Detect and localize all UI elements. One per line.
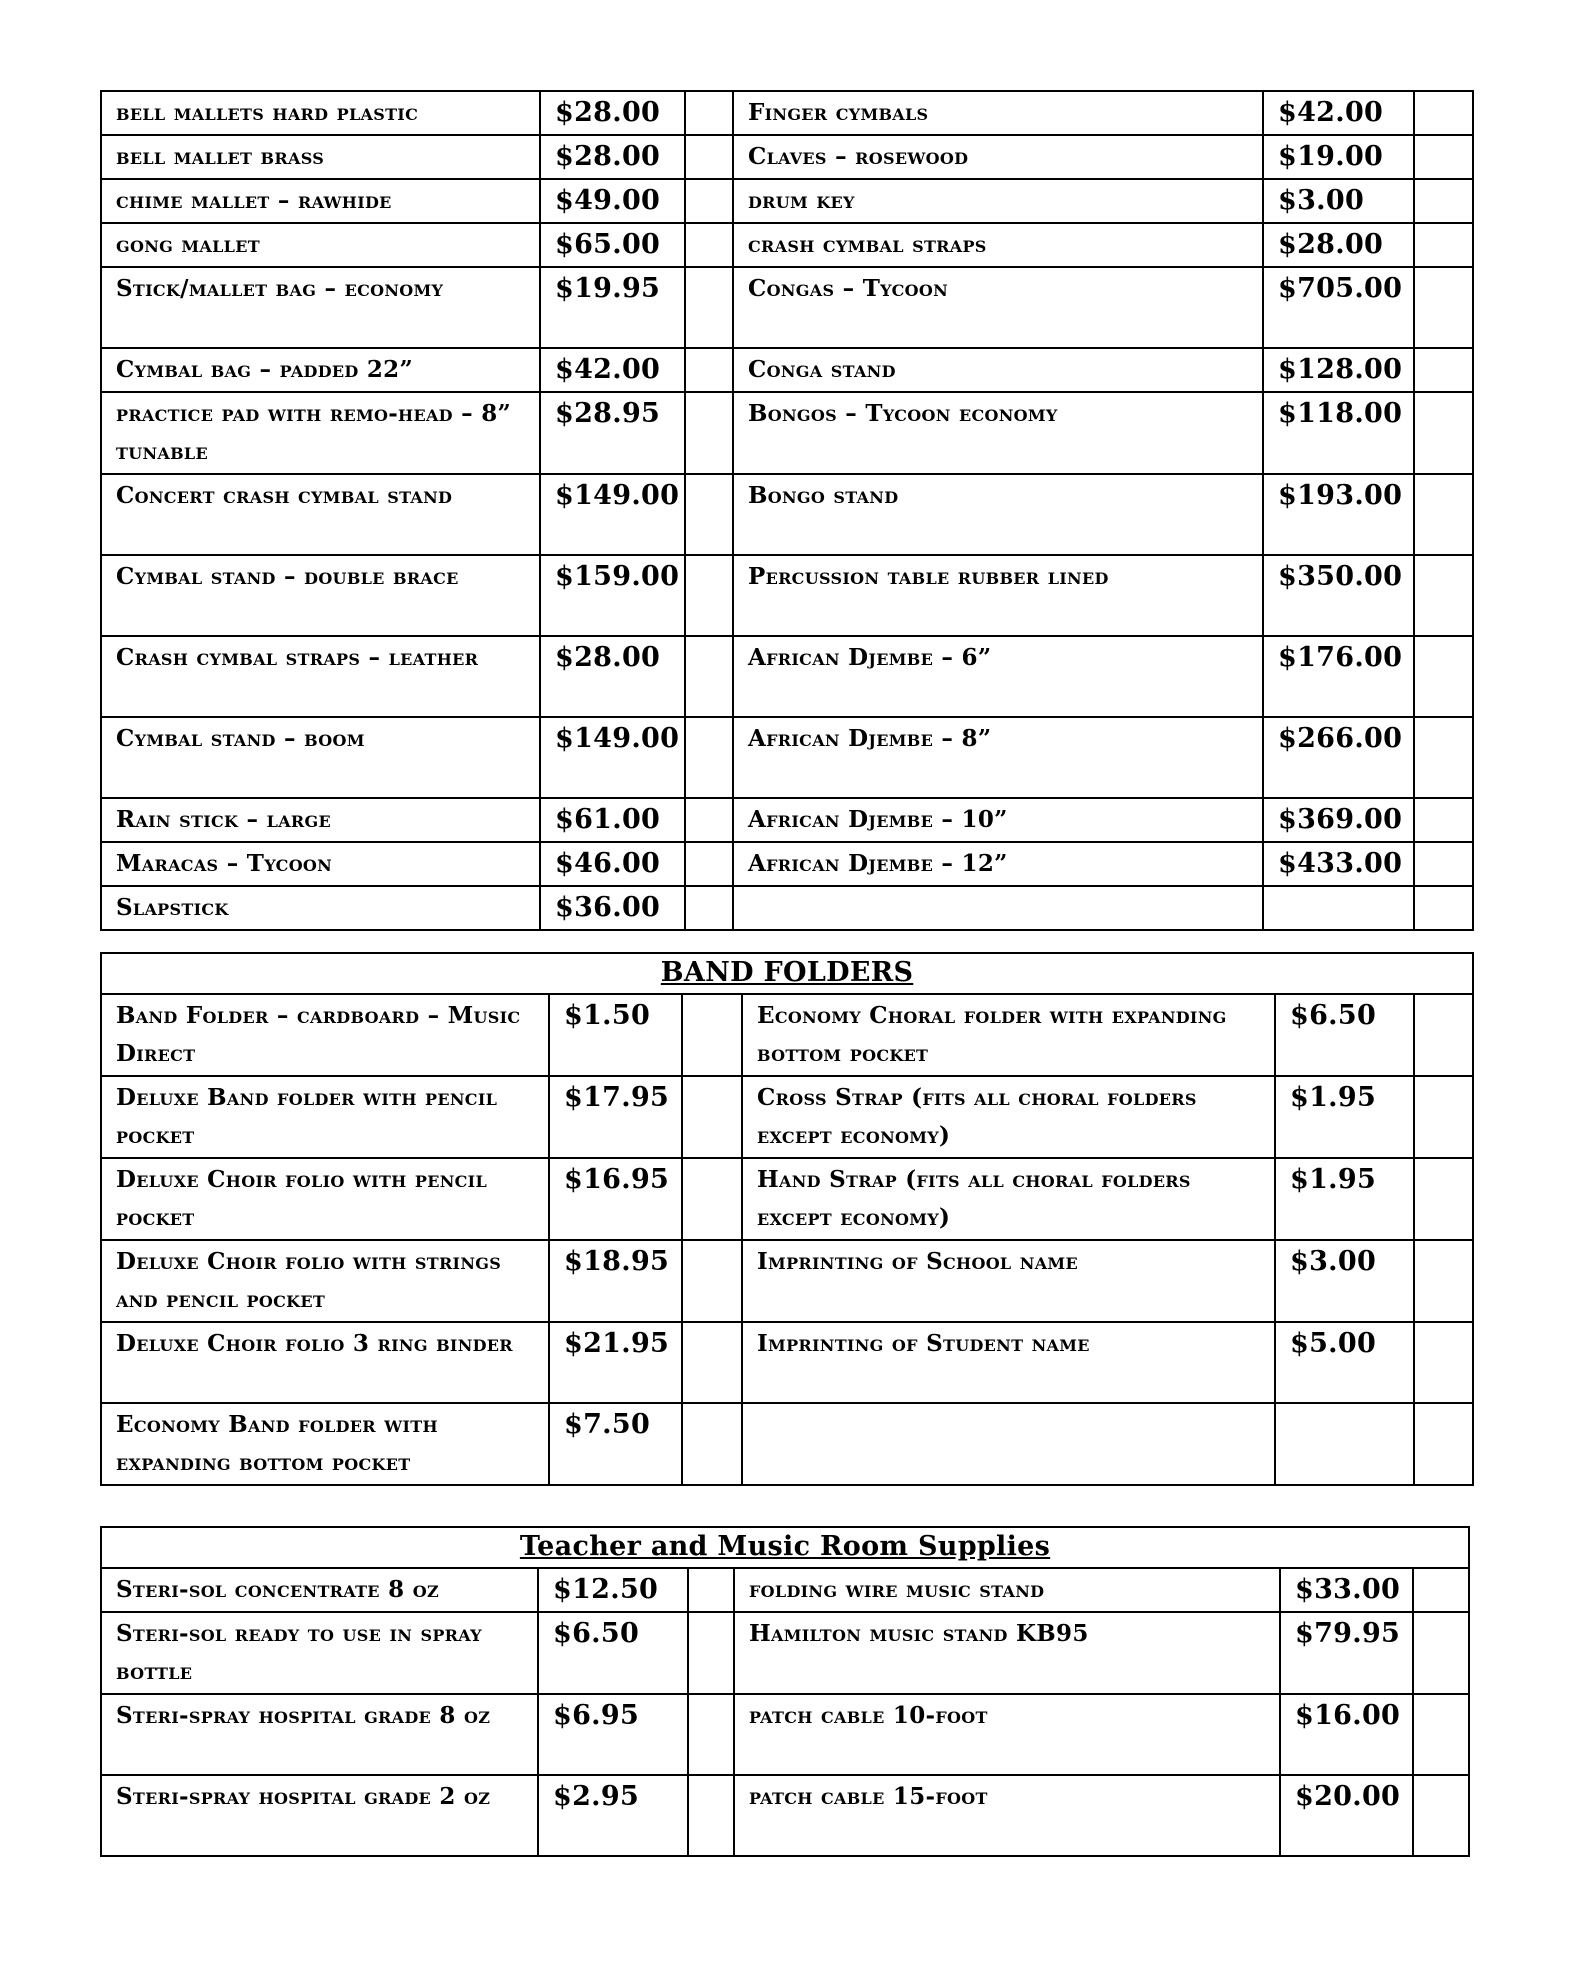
item-name: Rain stick – large <box>101 798 540 842</box>
item-name <box>733 886 1263 930</box>
item-name: Slapstick <box>101 886 540 930</box>
item-name: Economy Choral folder with expanding bottom pocket <box>742 994 1275 1076</box>
item-name: Cross Strap (fits all choral folders except economy) <box>742 1076 1275 1158</box>
quantity-cell[interactable] <box>1413 1612 1469 1694</box>
band-folders-table <box>100 952 1474 1486</box>
item-price: $149.00 <box>540 717 685 798</box>
item-price: $128.00 <box>1263 348 1414 392</box>
quantity-cell[interactable] <box>1414 179 1473 223</box>
quantity-cell[interactable] <box>1414 267 1473 348</box>
item-price: $28.95 <box>540 392 685 474</box>
item-name: Steri-sol concentrate 8 oz <box>101 1568 538 1612</box>
quantity-cell[interactable] <box>1414 636 1473 717</box>
item-price: $6.50 <box>538 1612 688 1694</box>
quantity-cell[interactable] <box>1414 1403 1473 1485</box>
table-row <box>101 1775 1469 1856</box>
quantity-cell[interactable] <box>1414 1076 1473 1158</box>
quantity-cell[interactable] <box>685 223 733 267</box>
quantity-cell[interactable] <box>1414 1240 1473 1322</box>
section-title: BAND FOLDERS <box>101 953 1473 994</box>
table-row <box>101 135 1473 179</box>
item-name: Cymbal stand – boom <box>101 717 540 798</box>
table-row <box>101 842 1473 886</box>
item-name: Steri-spray hospital grade 2 oz <box>101 1775 538 1856</box>
item-price: $176.00 <box>1263 636 1414 717</box>
quantity-cell[interactable] <box>1413 1775 1469 1856</box>
section-title: Teacher and Music Room Supplies <box>101 1527 1469 1568</box>
item-name: bell mallets hard plastic <box>101 91 540 135</box>
item-name: patch cable 15-foot <box>734 1775 1280 1856</box>
quantity-cell[interactable] <box>682 1158 742 1240</box>
item-price: $3.00 <box>1263 179 1414 223</box>
item-price: $33.00 <box>1280 1568 1413 1612</box>
item-price: $61.00 <box>540 798 685 842</box>
item-price: $21.95 <box>549 1322 682 1403</box>
quantity-cell[interactable] <box>688 1612 734 1694</box>
item-name: Steri-sol ready to use in spray bottle <box>101 1612 538 1694</box>
item-price: $159.00 <box>540 555 685 636</box>
teacher-supplies-table <box>100 1526 1470 1857</box>
quantity-cell[interactable] <box>685 91 733 135</box>
table-row <box>101 994 1473 1076</box>
item-name: drum key <box>733 179 1263 223</box>
item-price <box>1275 1403 1414 1485</box>
quantity-cell[interactable] <box>1414 842 1473 886</box>
quantity-cell[interactable] <box>682 994 742 1076</box>
percussion-table <box>100 90 1474 931</box>
item-name: African Djembe – 6” <box>733 636 1263 717</box>
quantity-cell[interactable] <box>685 636 733 717</box>
quantity-cell[interactable] <box>1414 994 1473 1076</box>
quantity-cell[interactable] <box>1413 1694 1469 1775</box>
item-price: $36.00 <box>540 886 685 930</box>
item-price: $42.00 <box>540 348 685 392</box>
item-price: $6.95 <box>538 1694 688 1775</box>
item-name: Bongos – Tycoon economy <box>733 392 1263 474</box>
item-price: $266.00 <box>1263 717 1414 798</box>
quantity-cell[interactable] <box>685 348 733 392</box>
table-row <box>101 392 1473 474</box>
item-price: $49.00 <box>540 179 685 223</box>
item-name: Imprinting of Student name <box>742 1322 1275 1403</box>
table-row <box>101 1694 1469 1775</box>
item-name: Crash cymbal straps – leather <box>101 636 540 717</box>
quantity-cell[interactable] <box>1413 1568 1469 1612</box>
item-name: Cymbal stand – double brace <box>101 555 540 636</box>
item-price: $28.00 <box>1263 223 1414 267</box>
item-price: $79.95 <box>1280 1612 1413 1694</box>
item-name: Stick/mallet bag – economy <box>101 267 540 348</box>
quantity-cell[interactable] <box>688 1568 734 1612</box>
item-name: Maracas – Tycoon <box>101 842 540 886</box>
table-row <box>101 717 1473 798</box>
quantity-cell[interactable] <box>685 886 733 930</box>
item-name: Conga stand <box>733 348 1263 392</box>
quantity-cell[interactable] <box>1414 886 1473 930</box>
item-price: $46.00 <box>540 842 685 886</box>
item-price: $18.95 <box>549 1240 682 1322</box>
item-price: $369.00 <box>1263 798 1414 842</box>
quantity-cell[interactable] <box>1414 348 1473 392</box>
item-price: $1.95 <box>1275 1158 1414 1240</box>
item-price: $1.95 <box>1275 1076 1414 1158</box>
table-row <box>101 1158 1473 1240</box>
item-name: Finger cymbals <box>733 91 1263 135</box>
item-price: $149.00 <box>540 474 685 555</box>
item-name: Cymbal bag – padded 22” <box>101 348 540 392</box>
item-price: $350.00 <box>1263 555 1414 636</box>
item-price: $20.00 <box>1280 1775 1413 1856</box>
quantity-cell[interactable] <box>685 717 733 798</box>
quantity-cell[interactable] <box>688 1694 734 1775</box>
item-name: Imprinting of School name <box>742 1240 1275 1322</box>
item-name: Band Folder – cardboard – Music Direct <box>101 994 549 1076</box>
quantity-cell[interactable] <box>1414 223 1473 267</box>
quantity-cell[interactable] <box>1414 717 1473 798</box>
quantity-cell[interactable] <box>1414 392 1473 474</box>
item-name: gong mallet <box>101 223 540 267</box>
item-price: $17.95 <box>549 1076 682 1158</box>
table-row <box>101 348 1473 392</box>
quantity-cell[interactable] <box>685 798 733 842</box>
table-row <box>101 555 1473 636</box>
quantity-cell[interactable] <box>685 842 733 886</box>
table-row <box>101 1240 1473 1322</box>
quantity-cell[interactable] <box>685 392 733 474</box>
quantity-cell[interactable] <box>682 1403 742 1485</box>
item-price: $28.00 <box>540 135 685 179</box>
item-price: $118.00 <box>1263 392 1414 474</box>
item-name: Hamilton music stand KB95 <box>734 1612 1280 1694</box>
quantity-cell[interactable] <box>1414 474 1473 555</box>
item-name: Bongo stand <box>733 474 1263 555</box>
quantity-cell[interactable] <box>682 1240 742 1322</box>
quantity-cell[interactable] <box>685 474 733 555</box>
table-row <box>101 179 1473 223</box>
table-row <box>101 267 1473 348</box>
item-price: $65.00 <box>540 223 685 267</box>
table-row <box>101 91 1473 135</box>
table-row <box>101 1612 1469 1694</box>
item-name: African Djembe – 10” <box>733 798 1263 842</box>
quantity-cell[interactable] <box>682 1076 742 1158</box>
item-name: crash cymbal straps <box>733 223 1263 267</box>
item-name: bell mallet brass <box>101 135 540 179</box>
item-name: Steri-spray hospital grade 8 oz <box>101 1694 538 1775</box>
item-price: $1.50 <box>549 994 682 1076</box>
item-price: $19.95 <box>540 267 685 348</box>
item-name: patch cable 10-foot <box>734 1694 1280 1775</box>
item-name: folding wire music stand <box>734 1568 1280 1612</box>
item-name: Percussion table rubber lined <box>733 555 1263 636</box>
quantity-cell[interactable] <box>1414 1322 1473 1403</box>
item-price: $28.00 <box>540 91 685 135</box>
item-price <box>1263 886 1414 930</box>
item-price: $2.95 <box>538 1775 688 1856</box>
table-header-row <box>101 1527 1469 1568</box>
item-name: practice pad with remo-head – 8” tunable <box>101 392 540 474</box>
item-name: Deluxe Choir folio with pencil pocket <box>101 1158 549 1240</box>
table-row <box>101 223 1473 267</box>
item-price: $5.00 <box>1275 1322 1414 1403</box>
item-name: African Djembe – 8” <box>733 717 1263 798</box>
quantity-cell[interactable] <box>685 179 733 223</box>
item-price: $12.50 <box>538 1568 688 1612</box>
table-row <box>101 798 1473 842</box>
item-name: Hand Strap (fits all choral folders except economy) <box>742 1158 1275 1240</box>
table-row <box>101 1568 1469 1612</box>
item-price: $3.00 <box>1275 1240 1414 1322</box>
item-name: Deluxe Choir folio with strings and pencil pocket <box>101 1240 549 1322</box>
item-price: $433.00 <box>1263 842 1414 886</box>
table-row <box>101 474 1473 555</box>
quantity-cell[interactable] <box>1414 555 1473 636</box>
item-name: African Djembe – 12” <box>733 842 1263 886</box>
table-header-row <box>101 953 1473 994</box>
quantity-cell[interactable] <box>682 1322 742 1403</box>
item-price: $19.00 <box>1263 135 1414 179</box>
item-name: Claves – rosewood <box>733 135 1263 179</box>
item-price: $16.95 <box>549 1158 682 1240</box>
item-name: Economy Band folder with expanding bottom pocket <box>101 1403 549 1485</box>
quantity-cell[interactable] <box>1414 91 1473 135</box>
item-price: $193.00 <box>1263 474 1414 555</box>
quantity-cell[interactable] <box>1414 135 1473 179</box>
item-name: Concert crash cymbal stand <box>101 474 540 555</box>
quantity-cell[interactable] <box>688 1775 734 1856</box>
item-price: $7.50 <box>549 1403 682 1485</box>
quantity-cell[interactable] <box>685 555 733 636</box>
table-row <box>101 1076 1473 1158</box>
quantity-cell[interactable] <box>1414 798 1473 842</box>
quantity-cell[interactable] <box>685 135 733 179</box>
item-price: $42.00 <box>1263 91 1414 135</box>
item-price: $705.00 <box>1263 267 1414 348</box>
item-price: $28.00 <box>540 636 685 717</box>
item-price: $6.50 <box>1275 994 1414 1076</box>
table-row <box>101 636 1473 717</box>
item-name: Deluxe Choir folio 3 ring binder <box>101 1322 549 1403</box>
item-name: Congas – Tycoon <box>733 267 1263 348</box>
item-price: $16.00 <box>1280 1694 1413 1775</box>
table-row <box>101 1403 1473 1485</box>
table-row <box>101 886 1473 930</box>
quantity-cell[interactable] <box>685 267 733 348</box>
item-name: Deluxe Band folder with pencil pocket <box>101 1076 549 1158</box>
quantity-cell[interactable] <box>1414 1158 1473 1240</box>
table-row <box>101 1322 1473 1403</box>
item-name <box>742 1403 1275 1485</box>
item-name: chime mallet – rawhide <box>101 179 540 223</box>
